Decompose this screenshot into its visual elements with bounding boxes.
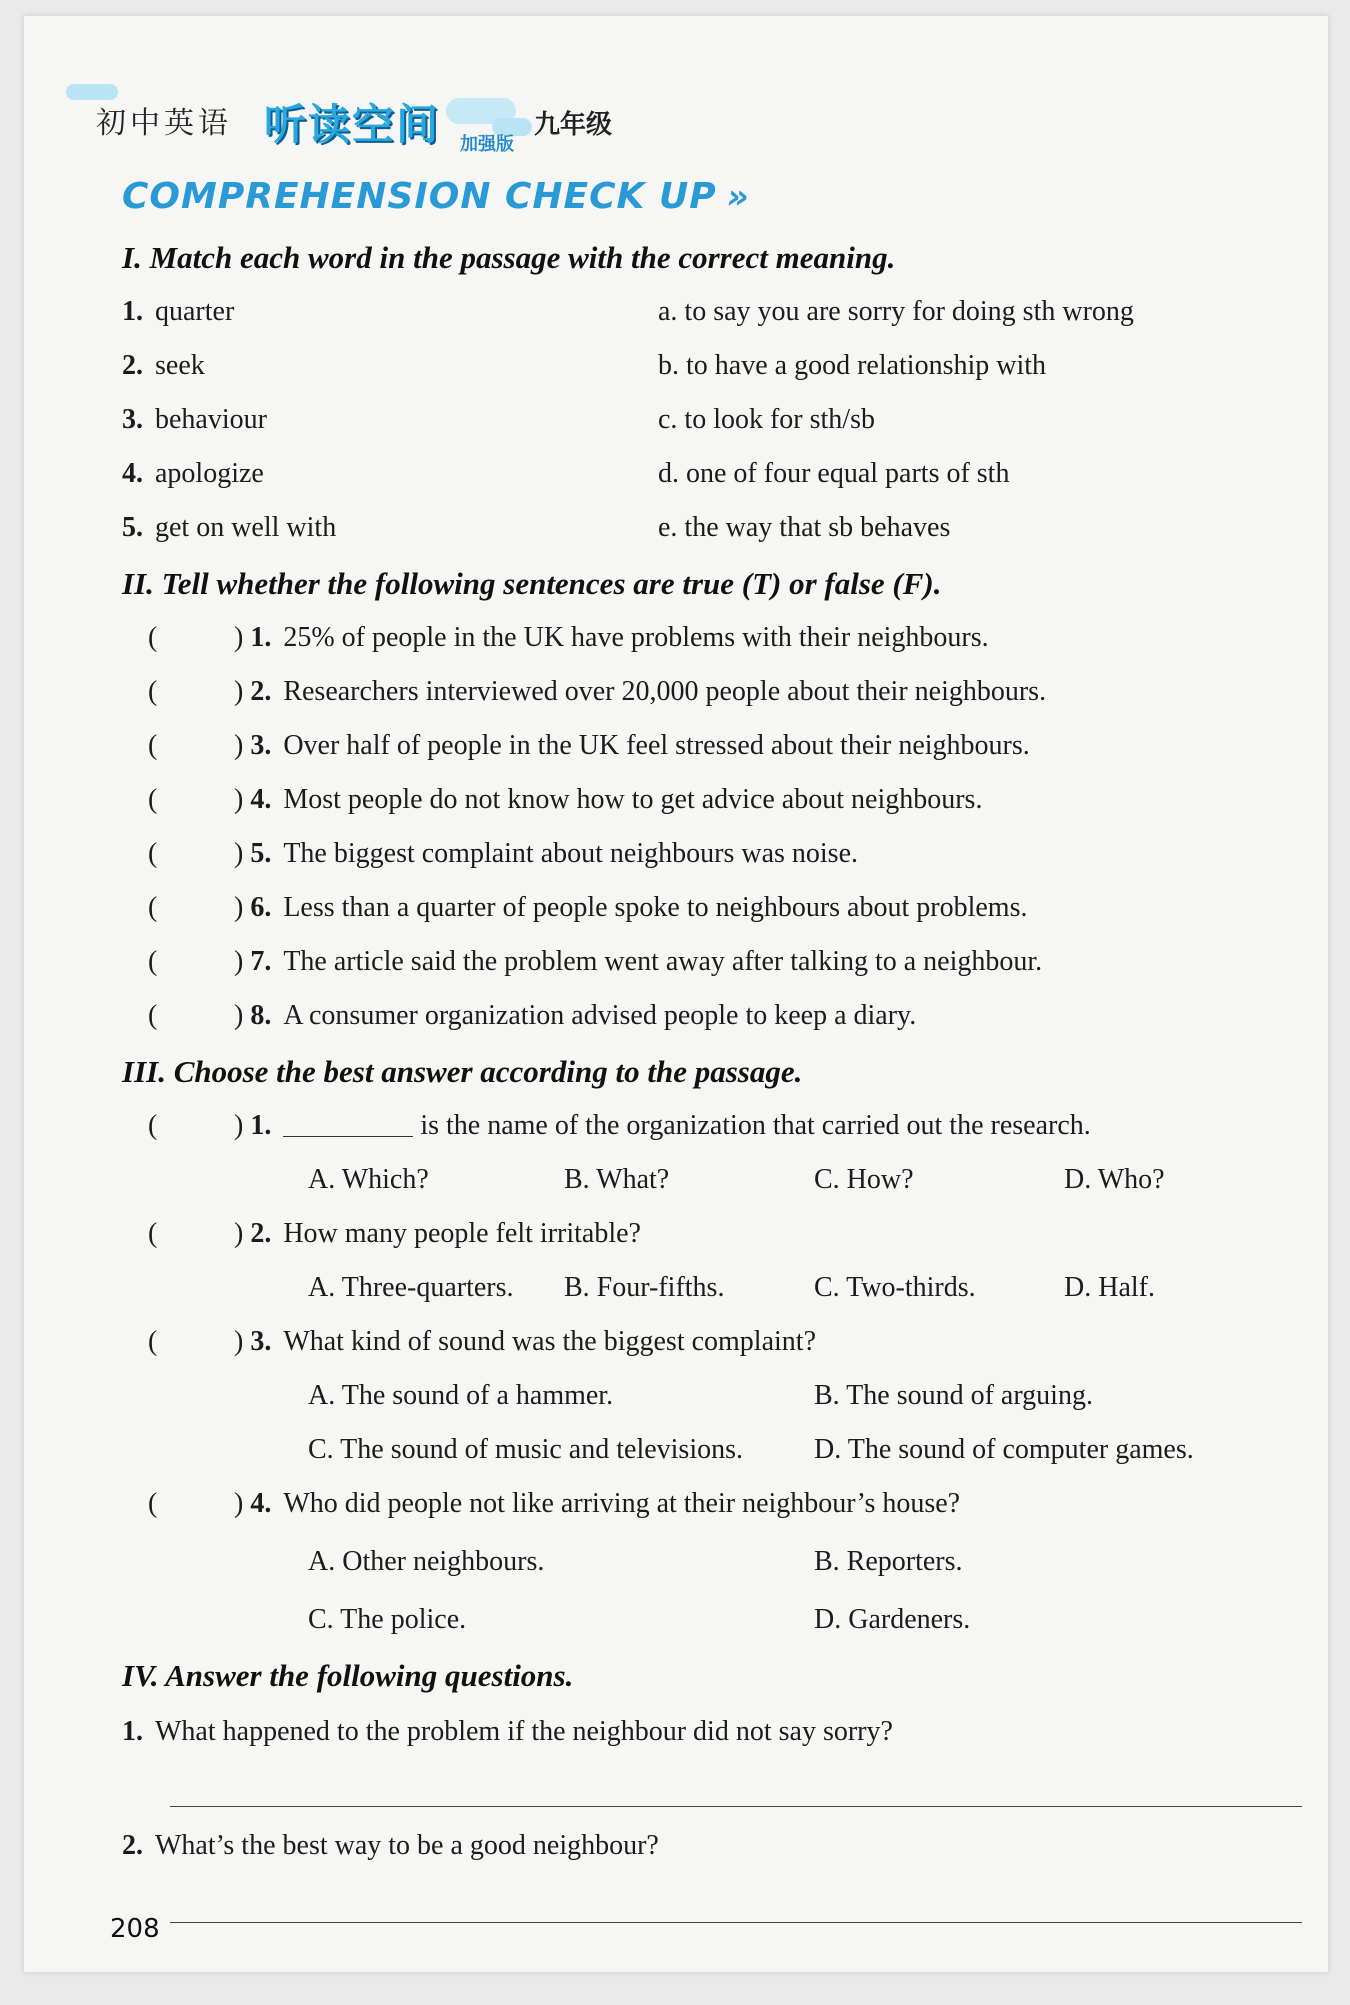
match-word-text: behaviour: [155, 404, 267, 435]
answer-blank-close: ): [234, 1488, 244, 1519]
true-false-item: [148, 784, 157, 816]
true-false-item: [234, 730, 1030, 762]
item-number: 1.: [122, 1716, 143, 1747]
item-number: 5.: [250, 838, 272, 869]
double-chevron-right-icon: »: [726, 177, 750, 217]
match-word-text: apologize: [155, 458, 264, 489]
item-number: 1.: [122, 296, 143, 327]
answer-blank-close: ): [234, 784, 244, 815]
statement-text: Less than a quarter of people spoke to neighbours about problems.: [283, 892, 1028, 923]
match-meaning: d. one of four equal parts of sth: [658, 458, 1010, 489]
item-number: 3.: [250, 1326, 272, 1357]
choice-option: D. Who?: [1064, 1164, 1165, 1195]
answer-line[interactable]: [170, 1806, 1302, 1807]
match-meaning: a. to say you are sorry for doing sth wrong: [658, 296, 1134, 327]
item-number: 7.: [250, 946, 272, 977]
choice-question: [234, 1110, 1091, 1142]
true-false-item: [148, 676, 157, 708]
answer-blank-close: ): [234, 622, 244, 653]
true-false-item: [234, 946, 1042, 978]
answer-blank-close: ): [234, 1000, 244, 1031]
true-false-item: [234, 892, 1027, 924]
choice-question: [148, 1218, 157, 1250]
page-number: 208: [110, 1914, 160, 1944]
item-number: 2.: [250, 1218, 272, 1249]
fill-in-blank[interactable]: [283, 1136, 413, 1137]
true-false-item: [234, 622, 989, 654]
match-word: [122, 512, 336, 544]
choice-option: B. Reporters.: [814, 1546, 963, 1577]
true-false-item: [234, 1000, 916, 1032]
match-meaning: b. to have a good relationship with: [658, 350, 1047, 381]
match-meaning: c. to look for sth/sb: [658, 404, 875, 435]
answer-blank-open[interactable]: (: [148, 838, 158, 869]
workbook-page: [24, 16, 1328, 1972]
choice-option: C. How?: [814, 1164, 914, 1195]
true-false-item: [148, 838, 157, 870]
answer-blank-open[interactable]: (: [148, 784, 158, 815]
open-question: [122, 1716, 893, 1748]
statement-text: 25% of people in the UK have problems with their neighbours.: [283, 622, 989, 653]
book-brand-logo: 听读空间: [264, 100, 441, 149]
book-subject: 初中英语: [96, 106, 232, 141]
item-number: 2.: [250, 676, 272, 707]
answer-blank-open[interactable]: (: [148, 730, 158, 761]
item-number: 3.: [250, 730, 272, 761]
choice-option: D. The sound of computer games.: [814, 1434, 1194, 1465]
match-word: [122, 296, 234, 328]
choice-option: B. Four-fifths.: [564, 1272, 725, 1303]
statement-text: The article said the problem went away after talking to a neighbour.: [283, 946, 1043, 977]
item-number: 1.: [250, 622, 272, 653]
choice-option: A. The sound of a hammer.: [308, 1380, 614, 1411]
choice-question: [234, 1218, 641, 1250]
true-false-item: [148, 892, 157, 924]
choice-question: [234, 1488, 960, 1520]
answer-blank-close: ): [234, 892, 244, 923]
question-text: What’s the best way to be a good neighbour?: [155, 1830, 659, 1861]
answer-line[interactable]: [170, 1922, 1302, 1923]
choice-option: A. Other neighbours.: [308, 1546, 545, 1577]
answer-blank-open[interactable]: (: [148, 622, 158, 653]
open-question: [122, 1830, 659, 1862]
question-text: How many people felt irritable?: [283, 1218, 641, 1249]
item-number: 4.: [122, 458, 143, 489]
statement-text: The biggest complaint about neighbours was noise.: [283, 838, 858, 869]
statement-text: Researchers interviewed over 20,000 people about their neighbours.: [283, 676, 1047, 707]
item-number: 6.: [250, 892, 272, 923]
match-word: [122, 404, 267, 436]
choice-option: C. The sound of music and televisions.: [308, 1434, 743, 1465]
question-text: Who did people not like arriving at their neighbour’s house?: [283, 1488, 961, 1519]
choice-question: [148, 1326, 157, 1358]
part-3-heading: III. Choose the best answer according to the passage.: [122, 1054, 803, 1089]
part-1-heading: I. Match each word in the passage with the correct meaning.: [122, 240, 896, 275]
answer-blank-close: ): [234, 1218, 244, 1249]
item-number: 4.: [250, 784, 272, 815]
choice-option: B. The sound of arguing.: [814, 1380, 1093, 1411]
statement-text: A consumer organization advised people to keep a diary.: [283, 1000, 917, 1031]
choice-option: C. The police.: [308, 1604, 467, 1635]
answer-blank-open[interactable]: (: [148, 1488, 158, 1519]
item-number: 8.: [250, 1000, 272, 1031]
question-text: What kind of sound was the biggest complaint?: [283, 1326, 816, 1357]
true-false-item: [148, 622, 157, 654]
item-number: 5.: [122, 512, 143, 543]
answer-blank-close: ): [234, 730, 244, 761]
book-grade: 九年级: [534, 110, 613, 140]
true-false-item: [148, 1000, 157, 1032]
question-text: is the name of the organization that carried out the research.: [420, 1110, 1091, 1141]
answer-blank-open[interactable]: (: [148, 1000, 158, 1031]
true-false-item: [148, 946, 157, 978]
match-word-text: seek: [155, 350, 205, 381]
match-word: [122, 458, 264, 490]
answer-blank-open[interactable]: (: [148, 892, 158, 923]
part-2-heading: II. Tell whether the following sentences are true (T) or false (F).: [122, 566, 942, 601]
part-4-heading: IV. Answer the following questions.: [122, 1658, 574, 1693]
answer-blank-close: ): [234, 1326, 244, 1357]
answer-blank-open[interactable]: (: [148, 946, 158, 977]
item-number: 2.: [122, 350, 143, 381]
match-word: [122, 350, 205, 382]
statement-text: Over half of people in the UK feel stressed about their neighbours.: [283, 730, 1030, 761]
choice-option: D. Half.: [1064, 1272, 1155, 1303]
answer-blank-close: ): [234, 838, 244, 869]
choice-option: B. What?: [564, 1164, 670, 1195]
answer-blank-open[interactable]: (: [148, 1110, 158, 1141]
match-meaning: e. the way that sb behaves: [658, 512, 951, 543]
true-false-item: [234, 784, 982, 816]
true-false-item: [234, 676, 1046, 708]
item-number: 1.: [250, 1110, 272, 1141]
answer-blank-close: ): [234, 946, 244, 977]
question-text: What happened to the problem if the neighbour did not say sorry?: [155, 1716, 893, 1747]
true-false-item: [234, 838, 858, 870]
answer-blank-open[interactable]: (: [148, 676, 158, 707]
match-word-text: get on well with: [155, 512, 337, 543]
answer-blank-open[interactable]: (: [148, 1218, 158, 1249]
choice-question: [148, 1488, 157, 1520]
match-word-text: quarter: [155, 296, 235, 327]
choice-option: A. Which?: [308, 1164, 429, 1195]
choice-option: C. Two-thirds.: [814, 1272, 976, 1303]
item-number: 2.: [122, 1830, 143, 1861]
item-number: 4.: [250, 1488, 272, 1519]
section-title: [122, 176, 750, 217]
choice-option: D. Gardeners.: [814, 1604, 971, 1635]
statement-text: Most people do not know how to get advice about neighbours.: [283, 784, 983, 815]
choice-option: A. Three-quarters.: [308, 1272, 514, 1303]
item-number: 3.: [122, 404, 143, 435]
true-false-item: [148, 730, 157, 762]
answer-blank-open[interactable]: (: [148, 1326, 158, 1357]
answer-blank-close: ): [234, 676, 244, 707]
answer-blank-close: ): [234, 1110, 244, 1141]
section-title-text: COMPREHENSION CHECK UP: [122, 176, 717, 217]
choice-question: [234, 1326, 816, 1358]
choice-question: [148, 1110, 157, 1142]
book-edition: 加强版: [460, 134, 514, 155]
